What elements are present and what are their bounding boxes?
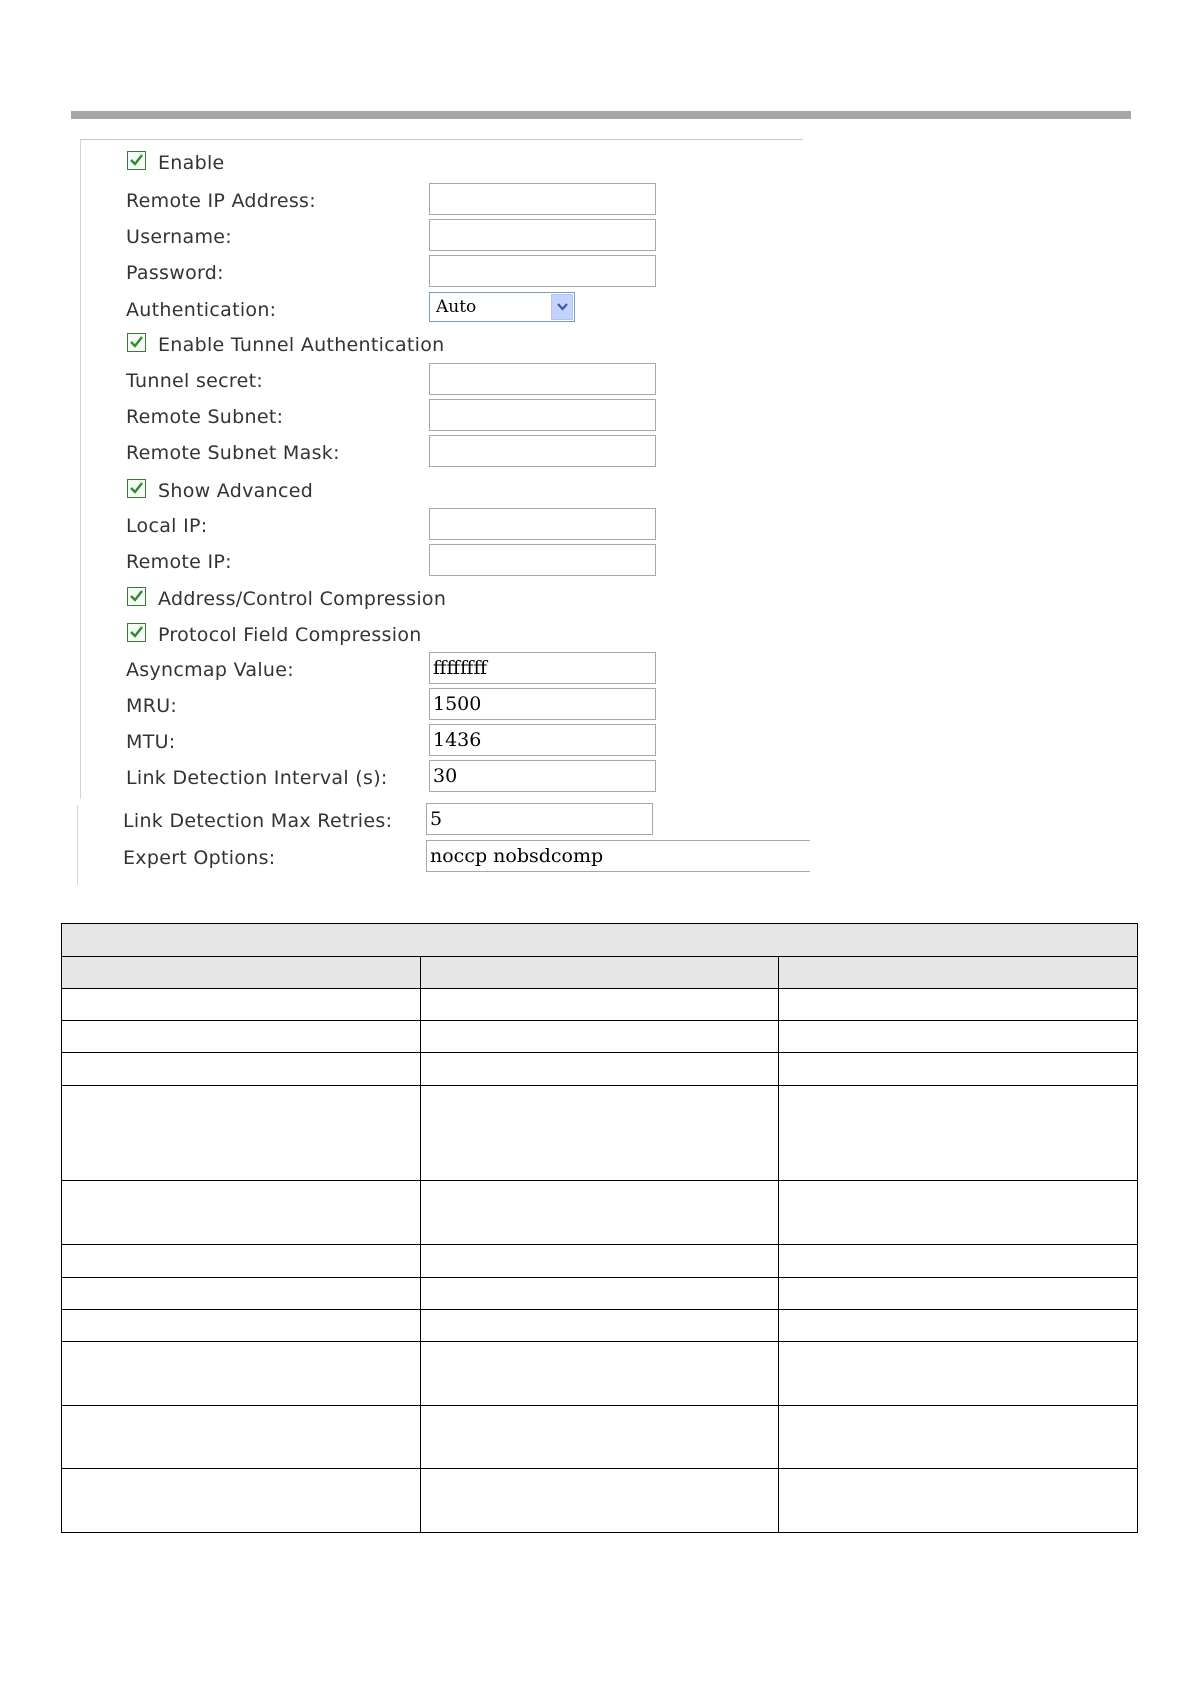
asyncmap-label: Asyncmap Value: [126, 659, 294, 681]
table-cell [62, 989, 421, 1021]
table-cell [779, 1021, 1138, 1053]
enable-checkbox[interactable] [127, 151, 146, 170]
remote-ip-row [0, 183, 820, 217]
link-interval-row [0, 760, 820, 794]
username-label: Username: [126, 226, 232, 248]
authentication-label: Authentication: [126, 299, 277, 321]
remote-ip2-row [0, 544, 820, 578]
asyncmap-input[interactable] [429, 652, 656, 684]
asyncmap-row [0, 652, 820, 686]
table-row [62, 1278, 1138, 1310]
table-row [62, 1310, 1138, 1342]
table-cell [62, 1278, 421, 1310]
table-cell [62, 1021, 421, 1053]
table-cell [420, 1406, 779, 1469]
table-cell [420, 1245, 779, 1278]
remote-subnet-mask-input[interactable] [429, 435, 656, 467]
link-retries-row [0, 803, 820, 837]
link-retries-input[interactable] [426, 803, 653, 835]
table-row [62, 1021, 1138, 1053]
table-cell [62, 1469, 421, 1533]
password-label: Password: [126, 262, 224, 284]
table-cell [62, 1053, 421, 1086]
mtu-input[interactable] [429, 724, 656, 756]
pfc-checkbox[interactable] [127, 623, 146, 642]
remote-ip2-label: Remote IP: [126, 551, 232, 573]
header-cell-item [62, 957, 421, 989]
expert-options-label: Expert Options: [123, 847, 276, 869]
table-cell [420, 1086, 779, 1181]
pfc-label: Protocol Field Compression [158, 624, 422, 646]
remote-subnet-mask-label: Remote Subnet Mask: [126, 442, 340, 464]
table-cell [779, 1469, 1138, 1533]
table-title-row [62, 924, 1138, 957]
table-cell [420, 989, 779, 1021]
password-input[interactable] [429, 255, 656, 287]
table-cell [779, 989, 1138, 1021]
table-row [62, 1181, 1138, 1245]
show-advanced-row [0, 473, 820, 507]
table-row [62, 1406, 1138, 1469]
mru-input[interactable] [429, 688, 656, 720]
table-row [62, 1245, 1138, 1278]
chevron-down-icon[interactable] [551, 294, 573, 320]
table-cell [420, 1021, 779, 1053]
expert-options-row [0, 840, 820, 874]
table-cell [779, 1278, 1138, 1310]
table-cell [420, 1278, 779, 1310]
password-row [0, 255, 820, 289]
table-cell [62, 1310, 421, 1342]
mtu-label: MTU: [126, 731, 176, 753]
username-input[interactable] [429, 219, 656, 251]
show-advanced-checkbox[interactable] [127, 479, 146, 498]
tunnel-auth-label: Enable Tunnel Authentication [158, 334, 445, 356]
table-cell [779, 1406, 1138, 1469]
table-header-row [62, 957, 1138, 989]
table-cell [420, 1469, 779, 1533]
remote-subnet-mask-row [0, 435, 820, 469]
table-cell [779, 1086, 1138, 1181]
acc-label: Address/Control Compression [158, 588, 447, 610]
link-interval-label: Link Detection Interval (s): [126, 767, 388, 789]
table-row [62, 1469, 1138, 1533]
table-cell [420, 1181, 779, 1245]
tunnel-secret-label: Tunnel secret: [126, 370, 264, 392]
local-ip-row [0, 508, 820, 542]
header-cell-default [779, 957, 1138, 989]
table-cell [779, 1181, 1138, 1245]
local-ip-input[interactable] [429, 508, 656, 540]
pfc-row [0, 617, 820, 651]
tunnel-auth-row [0, 327, 820, 361]
remote-subnet-label: Remote Subnet: [126, 406, 284, 428]
mru-label: MRU: [126, 695, 178, 717]
username-row [0, 219, 820, 253]
tunnel-auth-checkbox[interactable] [127, 333, 146, 352]
tunnel-secret-input[interactable] [429, 363, 656, 395]
authentication-row [0, 292, 820, 326]
show-advanced-label: Show Advanced [158, 480, 314, 502]
table-row [62, 989, 1138, 1021]
table-cell [420, 1342, 779, 1406]
panel-border-top [80, 139, 803, 140]
header-cell-description [420, 957, 779, 989]
table-cell [62, 1245, 421, 1278]
acc-checkbox[interactable] [127, 587, 146, 606]
table-cell [62, 1181, 421, 1245]
table-cell [779, 1245, 1138, 1278]
acc-row [0, 581, 820, 615]
mtu-row [0, 724, 820, 758]
table-row [62, 1086, 1138, 1181]
enable-row [0, 145, 820, 179]
table-row [62, 1342, 1138, 1406]
table-cell [779, 1053, 1138, 1086]
top-rule [71, 111, 1131, 119]
remote-subnet-row [0, 399, 820, 433]
table-cell [62, 1406, 421, 1469]
table-row [62, 1053, 1138, 1086]
table-cell [779, 1310, 1138, 1342]
table-cell [420, 1053, 779, 1086]
remote-ip-label: Remote IP Address: [126, 190, 316, 212]
parameter-table [61, 923, 1138, 1533]
enable-label: Enable [158, 152, 225, 174]
link-retries-label: Link Detection Max Retries: [123, 810, 393, 832]
expert-options-input[interactable] [426, 840, 810, 872]
mru-row [0, 688, 820, 722]
authentication-select[interactable] [429, 292, 575, 322]
table-cell [779, 1342, 1138, 1406]
tunnel-secret-row [0, 363, 820, 397]
remote-subnet-input[interactable] [429, 399, 656, 431]
table-cell [420, 1310, 779, 1342]
remote-ip-input[interactable] [429, 183, 656, 215]
authentication-value: Auto [436, 297, 477, 317]
link-interval-input[interactable] [429, 760, 656, 792]
remote-ip2-input[interactable] [429, 544, 656, 576]
local-ip-label: Local IP: [126, 515, 208, 537]
table-cell [62, 1342, 421, 1406]
table-cell [62, 1086, 421, 1181]
